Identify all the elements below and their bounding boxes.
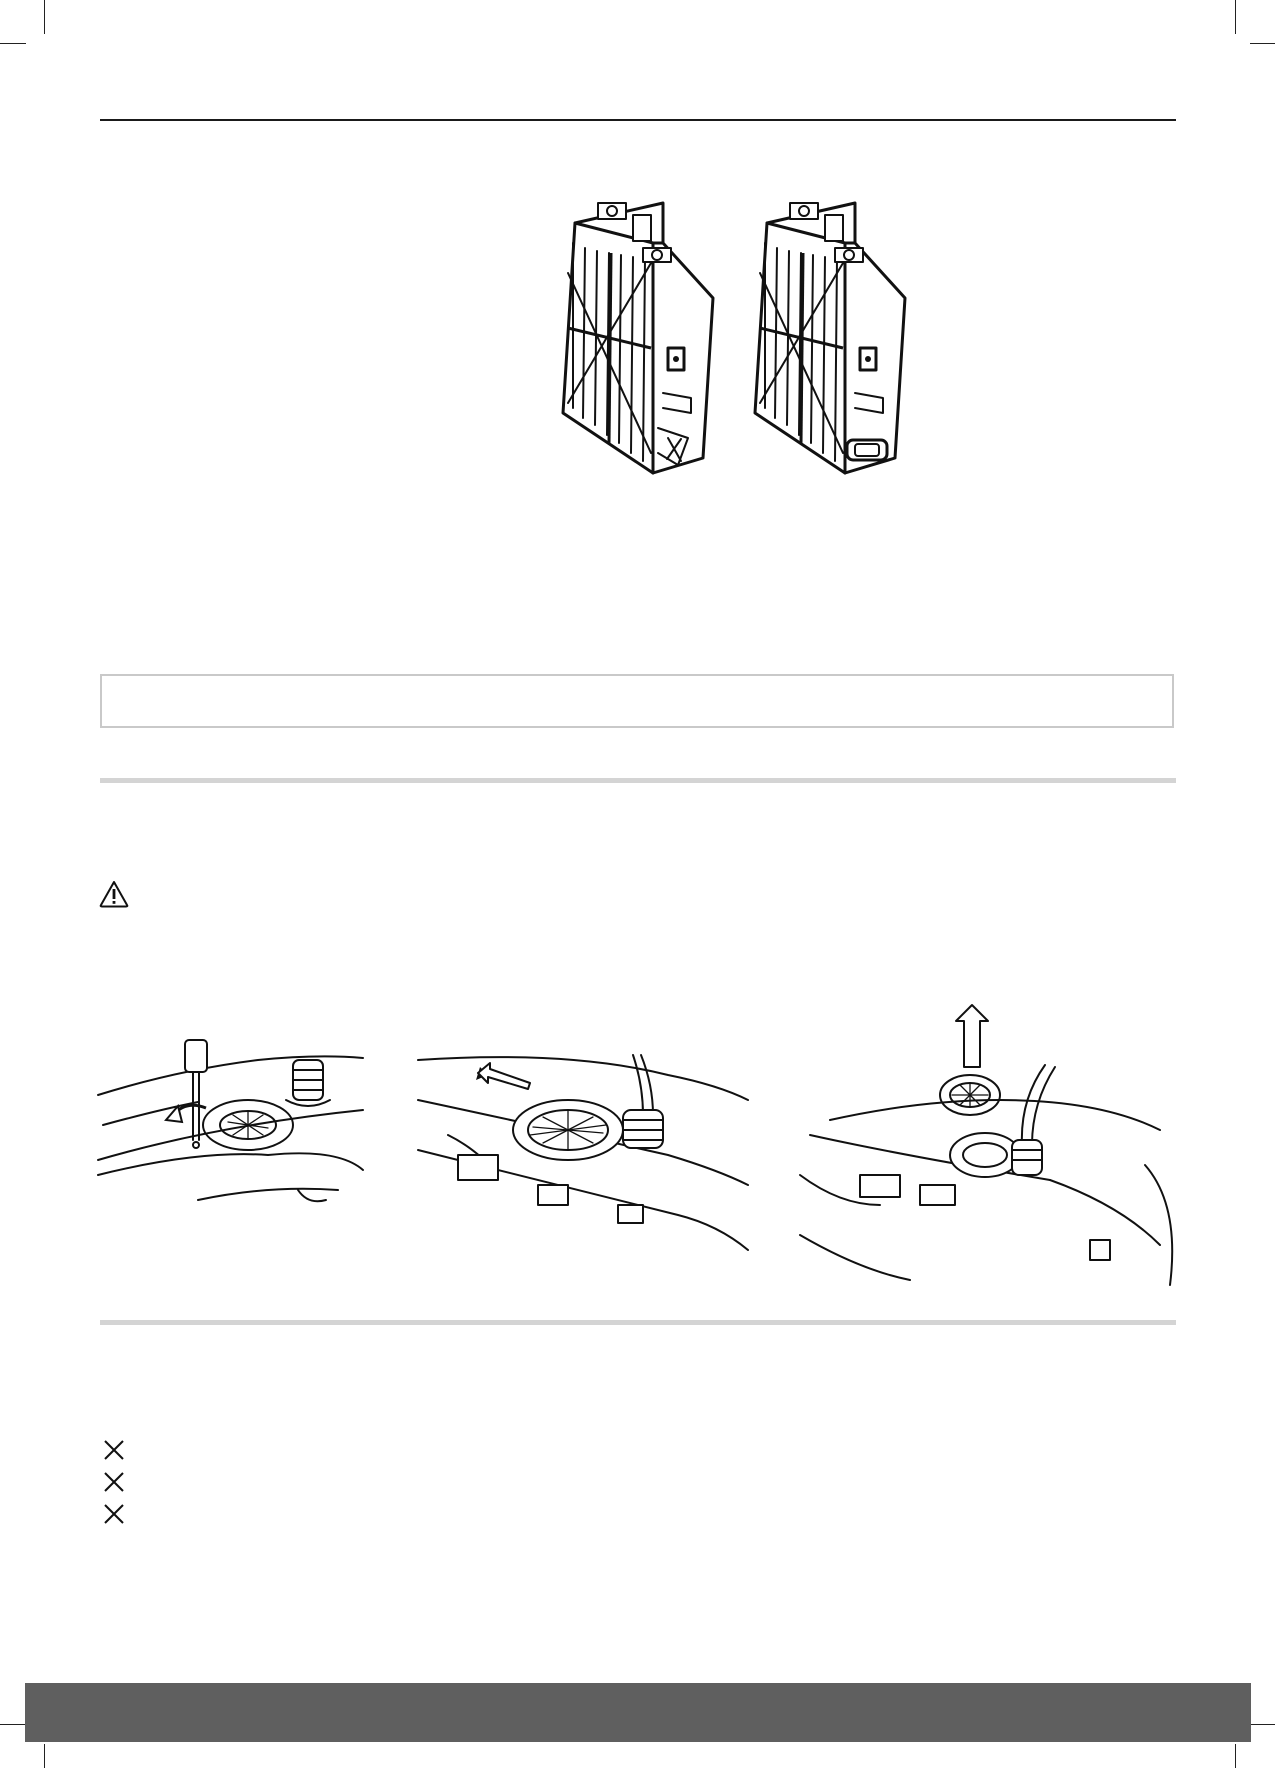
crop-mark-tr-v: [1235, 0, 1236, 34]
note-box: [100, 674, 1174, 728]
cross-icon: [103, 1471, 125, 1493]
cross-icon: [103, 1503, 125, 1525]
crop-mark-bl-v: [44, 1744, 45, 1768]
crop-mark-tl-v: [44, 0, 45, 34]
crop-mark-tr-h: [1250, 43, 1275, 44]
unscrew-impeller-cover-illustration: [98, 1040, 368, 1240]
header-rule: [100, 119, 1176, 121]
crop-mark-br-v: [1235, 1744, 1236, 1768]
section-divider: [100, 1320, 1176, 1325]
section-divider: [100, 778, 1176, 783]
lift-impeller-cover-illustration: [800, 1005, 1180, 1295]
cross-icon: [103, 1439, 125, 1461]
crop-mark-tl-h: [0, 43, 26, 44]
crop-mark-bl-h: [0, 1724, 26, 1725]
crop-mark-br-h: [1250, 1724, 1275, 1725]
filter-cartridges-illustration: [555, 195, 955, 525]
warning-triangle-icon: [99, 880, 129, 908]
footer-bar: [25, 1683, 1251, 1742]
slide-impeller-cover-illustration: [418, 1055, 758, 1265]
